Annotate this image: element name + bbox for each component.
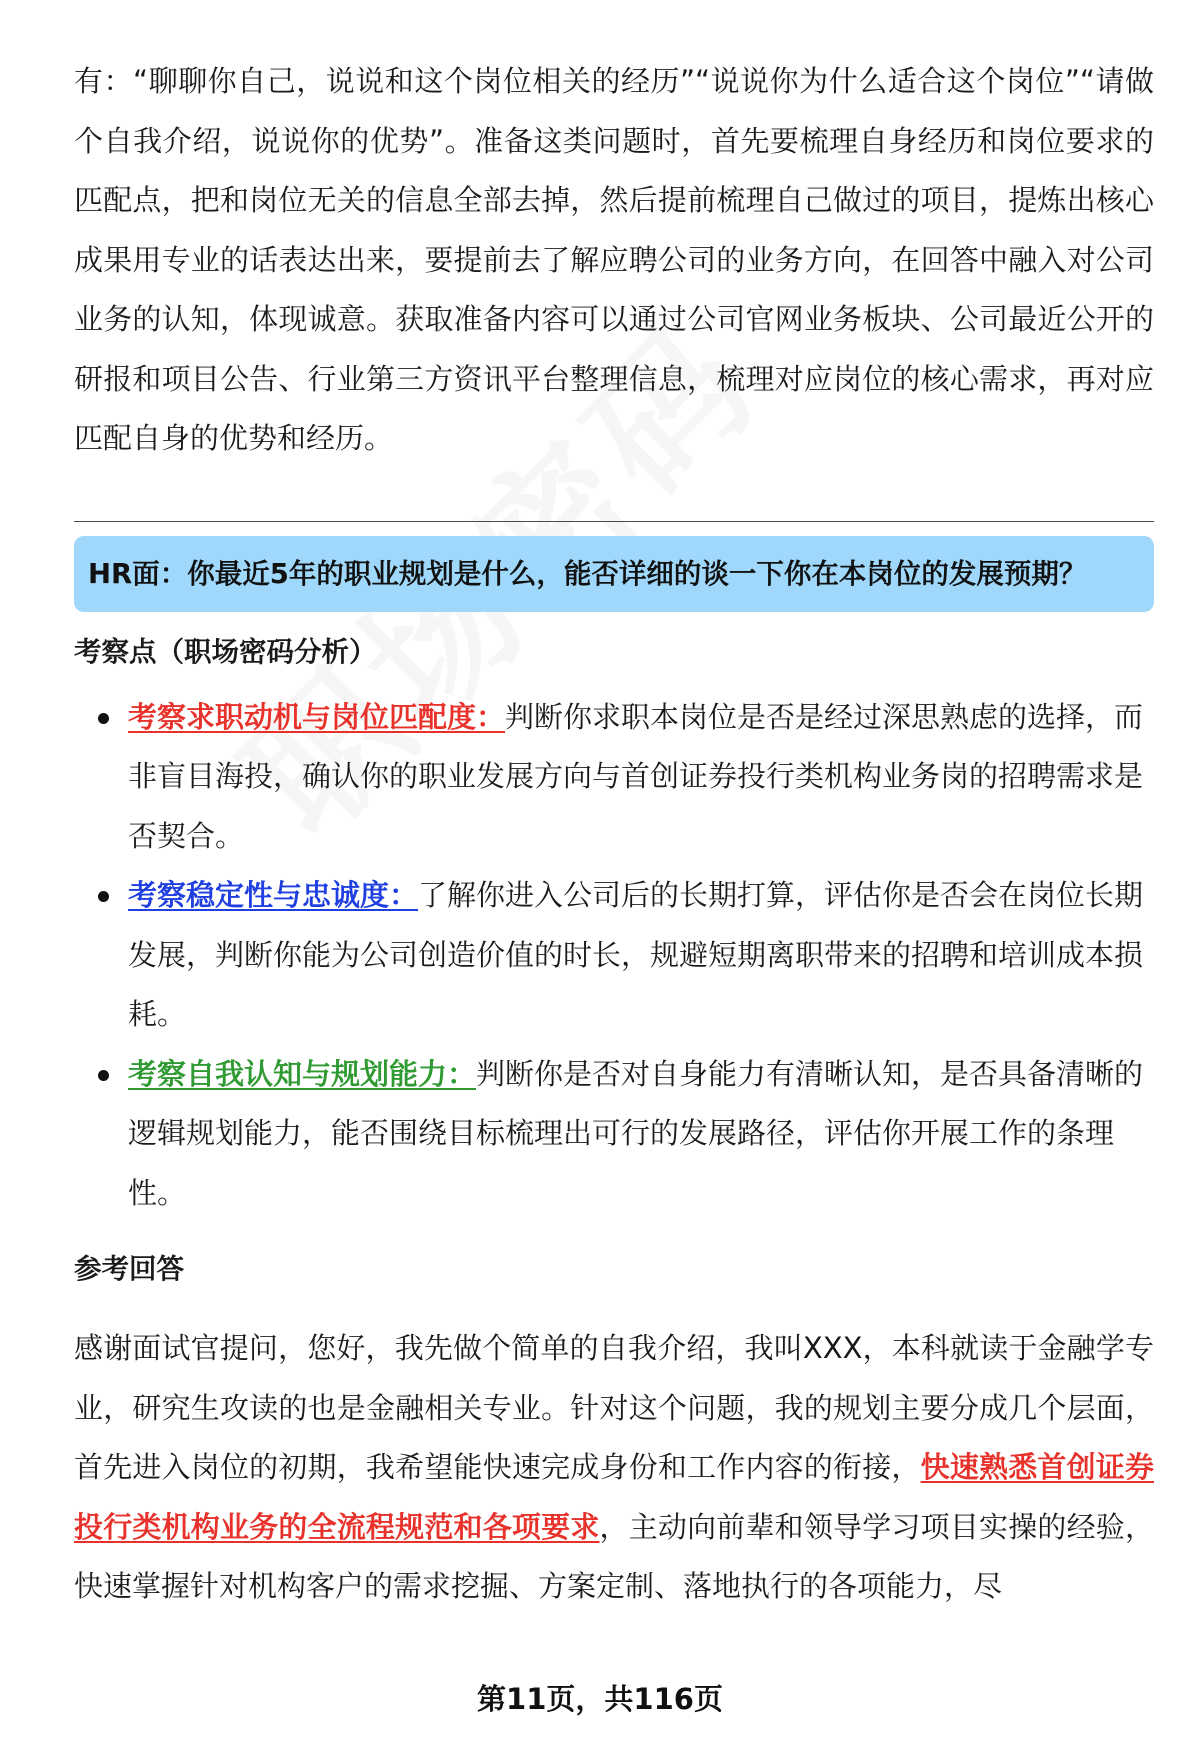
- analysis-item-self-awareness: [74, 1045, 1154, 1224]
- answer-text-after: ，主动向前辈和领导学习项目实操的经验，快速掌握针对机构客户的需求挖掘、方案定制、落地执行的各项能力，尽: [74, 1509, 1154, 1603]
- section-divider: [74, 521, 1154, 522]
- answer-text-before: 感谢面试官提问，您好，我先做个简单的自我介绍，我叫XXX，本科就读于金融学专业，研究生攻读的也是金融相关专业。针对这个问题，我的规划主要分成几个层面，首先进入岗位的初期，我希望能快速完成身份和工作内容的衔接，: [74, 1331, 1154, 1484]
- question-box: [74, 536, 1154, 612]
- analysis-keyword: 考察自我认知与规划能力：: [128, 1056, 477, 1091]
- answer-highlight: 快速熟悉首创证券投行类机构业务的全流程规范和各项要求: [74, 1450, 1154, 1544]
- answer-paragraph: [74, 1319, 1154, 1617]
- bullet-icon: [98, 713, 109, 724]
- analysis-item-stability: [74, 866, 1154, 1045]
- analysis-text: 判断你是否对自身能力有清晰认知，是否具备清晰的逻辑规划能力，能否围绕目标梳理出可行的发展路径，评估你开展工作的条理性。: [128, 1056, 1144, 1210]
- intro-paragraph: 有：“聊聊你自己，说说和这个岗位相关的经历”“说说你为什么适合这个岗位”“请做个自我介绍，说说你的优势”。准备这类问题时，首先要梳理自身经历和岗位要求的匹配点，把和岗位无关的信息全部去掉，然后提前梳理自己做过的项目，提炼出核心成果用专业的话表达出来，要提前去了解应聘公司的业务方向，在回答中融入对公司业务的认知，体现诚意。获取准备内容可以通过公司官网业务板块、公司最近公开的研报和项目公告、行业第三方资讯平台整理信息，梳理对应岗位的核心需求，再对应匹配自身的优势和经历。: [74, 64, 1154, 455]
- page-number: 第11页，共116页: [477, 1682, 723, 1716]
- analysis-text: 判断你求职本岗位是否是经过深思熟虑的选择，而非盲目海投，确认你的职业发展方向与首创证券投行类机构业务岗的招聘需求是否契合。: [128, 699, 1144, 853]
- analysis-keyword: 考察求职动机与岗位匹配度：: [128, 699, 506, 734]
- analysis-item-motivation: [74, 688, 1154, 867]
- analysis-text: 了解你进入公司后的长期打算，评估你是否会在岗位长期发展，判断你能为公司创造价值的时长，规避短期离职带来的招聘和培训成本损耗。: [128, 878, 1144, 1031]
- bullet-icon: [98, 1070, 109, 1081]
- analysis-list: [74, 688, 1154, 1224]
- question-text: HR面：你最近5年的职业规划是什么，能否详细的谈一下你在本岗位的发展预期？: [88, 557, 1087, 590]
- page-content: [74, 52, 1154, 1617]
- answer-title: 参考回答: [74, 1253, 184, 1285]
- bullet-icon: [98, 891, 109, 902]
- analysis-title: 考察点（职场密码分析）: [74, 635, 377, 668]
- analysis-keyword: 考察稳定性与忠诚度：: [128, 878, 419, 912]
